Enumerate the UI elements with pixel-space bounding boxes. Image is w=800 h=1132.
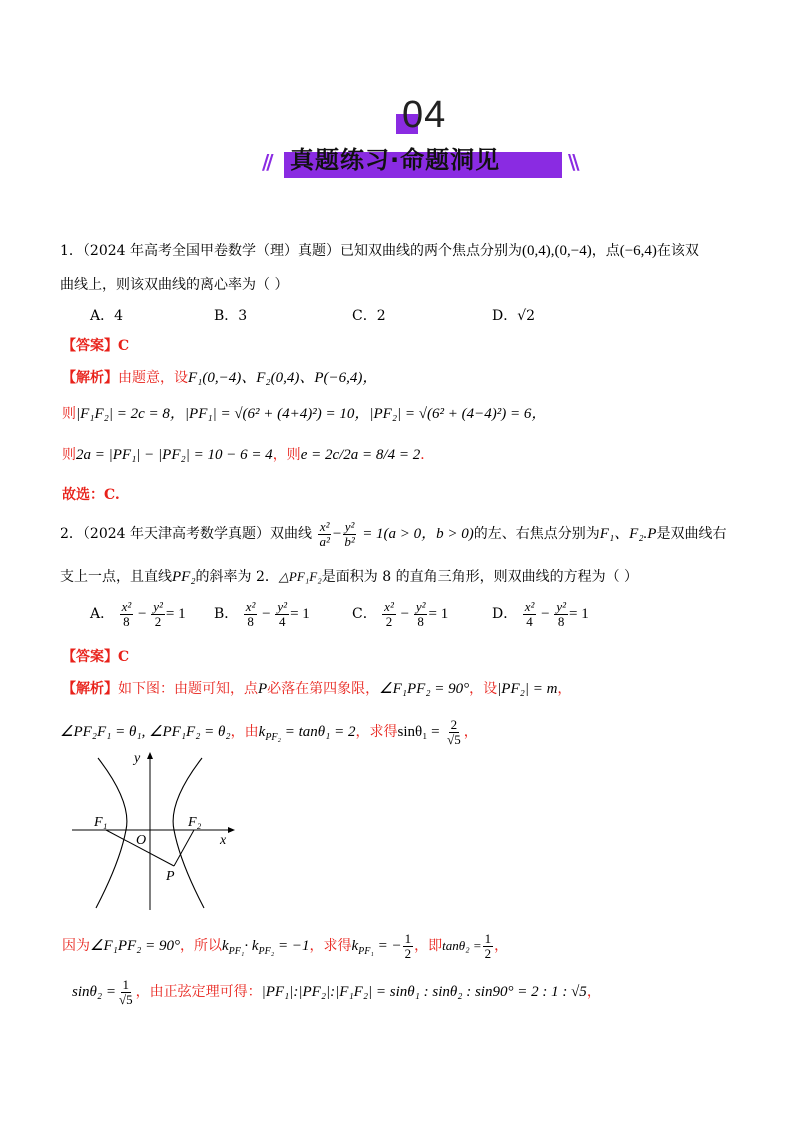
q2-option-c: C． $\frac{\text{x²}}{2}$ − $\frac{\text{y²}}{8}$ = 1 [352,599,449,629]
pf2-line [174,830,194,866]
deco-right: \\ [568,150,577,174]
f1-label: F₁ [94,815,108,830]
q2-option-b: B． $\frac{\text{x²}}{8}$ − $\frac{\text{y²}}{4}$ = 1 [214,599,310,629]
hyperbola-figure [70,750,240,912]
q1-analysis-1: 【解析】由题意，设F₁(0,−4)、F₂(0,4)、P(−6,4)， [62,370,378,386]
q2-line1: 2．（2024 年天津高考数学真题）双曲线 $\frac{\text{x²}}{\text{a²}}$ − $\frac{\text{y²}}{\text{b²}}$ = 1(a > 0，b > 0)的左、右焦点分别为F₁、F₂.P是双曲线右 [60,519,727,549]
q1-line2: 曲线上，则该双曲线的离心率为（ ） [60,277,289,293]
q2-analysis-4: sinθ₂ = $\frac{1}{√5}$ ，由正弦定理可得：|PF₁|:|PF₂|:|F₁F₂| = sinθ₁ : sinθ₂ : sin90° = 2 : 1 : √5， [72,977,601,1007]
f2-label: F₂ [188,815,202,830]
section-number: 04 [402,94,447,136]
q2-analysis-1: 【解析】如下图：由题可知，点P必落在第四象限，∠F₁PF₂ = 90°，设|PF₂| = m， [62,681,572,697]
q1-option-d: D．√2 [492,308,536,324]
right-branch [173,758,204,908]
x-label: x [220,833,227,848]
q2-analysis-2: ∠PF₂F₁ = θ₁, ∠PF₁F₂ = θ₂，由$k_{PF_2} = \tan\theta_1 = 2$，求得sinθ₁ = $\frac{2}{√5}$ ， [60,717,478,747]
q2-option-a: A． $\frac{\text{x²}}{8}$ − $\frac{\text{y²}}{2}$ = 1 [90,599,186,629]
q2-answer: 【答案】C [62,649,130,665]
q2-line2: 支上一点，且直线PF₂的斜率为 2．△PF₁F₂是面积为 8 的直角三角形，则双曲线的方程为（ ） [60,569,639,585]
deco-left: // [262,150,271,174]
p-label: P [166,869,175,884]
q1-analysis-2: 则|F₁F₂| = 2c = 8，|PF₁| = √(6² + (4+4)²) = 10，|PF₂| = √(6² + (4−4)²) = 6， [62,406,547,422]
q1-option-b: B．3 [214,308,248,324]
q2-analysis-3: 因为∠F₁PF₂ = 90°，所以$k_{PF_1}\cdot k_{PF_2} = -1$，求得$k_{PF_1}$ = − $\frac{1}{2}$ ，即tanθ₂ = $\frac{1}{2}$ ， [62,931,509,961]
y-label: y [134,751,141,766]
q1-analysis-3: 则2a = |PF₁| − |PF₂| = 10 − 6 = 4，则e = 2c/2a = 8/4 = 2． [62,447,435,463]
q1-conclusion: 故选：C. [62,487,120,503]
q1-option-c: C．2 [352,308,386,324]
origin-label: O [136,833,147,848]
q1-option-a: A．4 [90,308,124,324]
x-axis-arrow [228,827,235,833]
q1-line1: 1．（2024 年高考全国甲卷数学（理）真题）已知双曲线的两个焦点分别为(0,4),(0,−4)，点(−6,4)在该双 [60,243,699,259]
q2-option-d: D． $\frac{\text{x²}}{4}$ − $\frac{\text{y²}}{8}$ = 1 [492,599,589,629]
y-axis-arrow [147,752,153,759]
q1-answer: 【答案】C [62,338,130,354]
section-title: 真题练习·命题洞见 [290,146,501,174]
